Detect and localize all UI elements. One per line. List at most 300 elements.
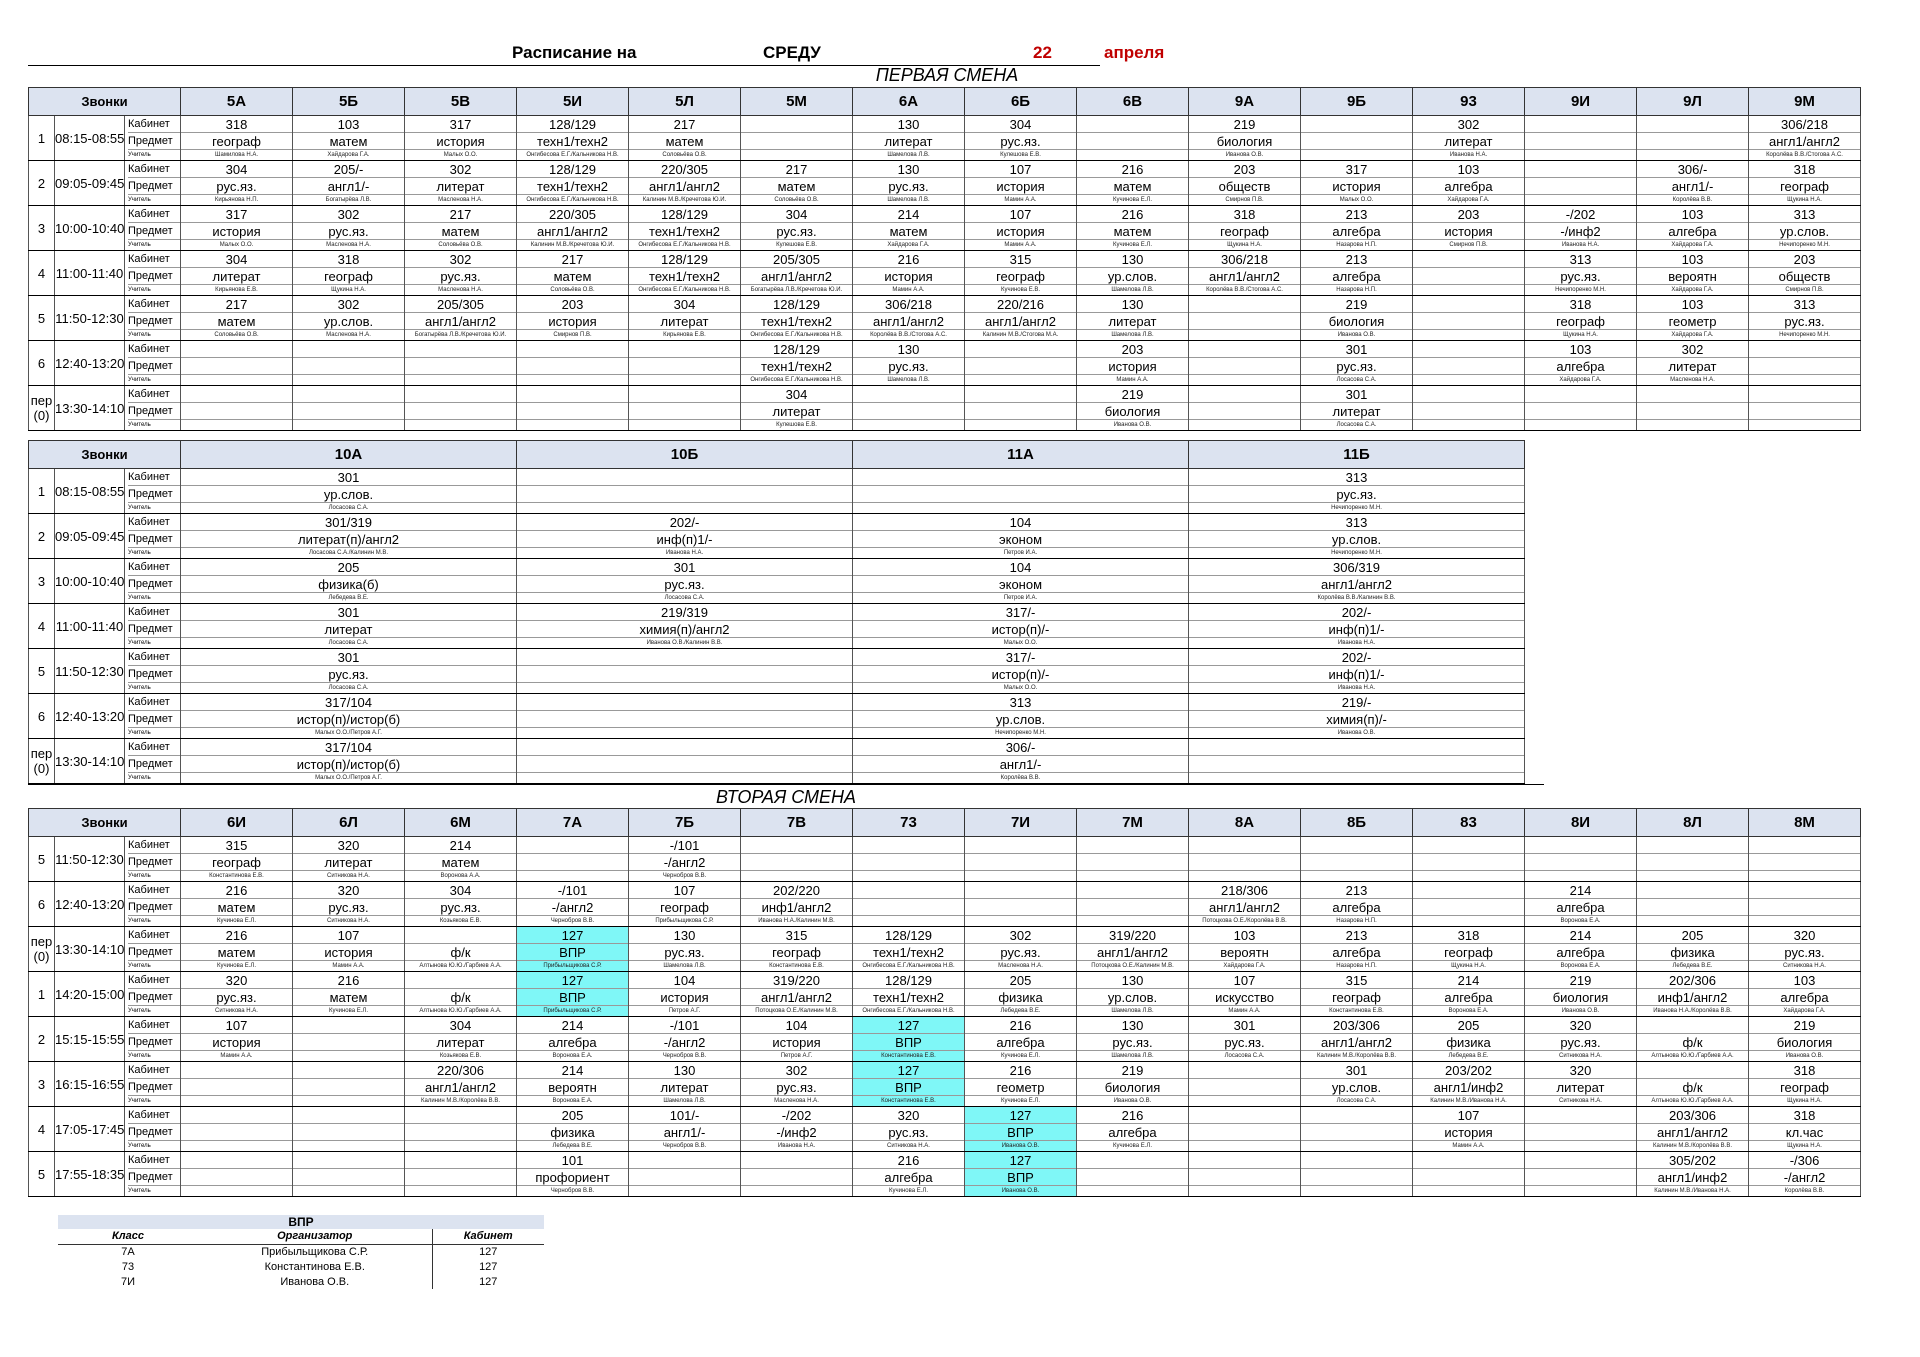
room-number: 315 [741, 927, 852, 944]
subject: инф1/англ2 [1637, 989, 1748, 1006]
lesson-cell [1077, 386, 1189, 431]
lesson-row [29, 1062, 1861, 1107]
room-number: 216 [293, 972, 404, 989]
lesson-cell [1749, 1017, 1861, 1062]
subject [1189, 756, 1524, 773]
subject: географ [1749, 1079, 1860, 1096]
lesson-cell [1301, 386, 1413, 431]
lesson-cell [1301, 1062, 1413, 1107]
lesson-time: 14:20-15:00 [55, 972, 125, 1017]
teacher: Калинин М.В./Стогова М.А. [982, 332, 1059, 338]
lesson-cell [1525, 206, 1637, 251]
class-header: 6В [1077, 88, 1189, 116]
subject: матем [517, 268, 628, 285]
lesson-cell [293, 1062, 405, 1107]
room-number: -/101 [629, 1017, 740, 1034]
room-number: 317/104 [181, 694, 516, 711]
lesson-cell [517, 694, 853, 739]
lesson-number: 3 [29, 559, 55, 604]
label-teacher: Учитель [128, 730, 151, 736]
room-number [405, 1152, 516, 1169]
room-number: 216 [1077, 161, 1188, 178]
subject: биология [1525, 989, 1636, 1006]
lesson-cell [853, 1107, 965, 1152]
teacher [1413, 285, 1524, 295]
subject [405, 1124, 516, 1141]
subject: литерат(п)/англ2 [181, 531, 516, 548]
room-number: 301 [181, 649, 516, 666]
teacher: Калинин М.В./Королёва В.В. [421, 1098, 501, 1104]
subject [517, 756, 852, 773]
subject: биология [1077, 403, 1188, 420]
lesson-cell [965, 386, 1077, 431]
subject: ур.слов. [1077, 989, 1188, 1006]
teacher: Назарова Н.П. [1336, 287, 1377, 293]
label-subject: Предмет [128, 1034, 180, 1051]
first-shift-table [28, 87, 1861, 431]
label-subject: Предмет [128, 989, 180, 1006]
room-number: 104 [853, 514, 1188, 531]
lesson-cell [853, 386, 965, 431]
subject: инф(п)1/- [1189, 621, 1524, 638]
room-number: -/101 [517, 882, 628, 899]
room-number [1077, 882, 1188, 899]
room-number: 127 [965, 1107, 1076, 1124]
lesson-cell [629, 837, 741, 882]
teacher: Иванова О.В. [1785, 1053, 1824, 1059]
subject: рус.яз. [181, 989, 292, 1006]
room-number: 103 [1189, 927, 1300, 944]
room-number: 103 [1637, 251, 1748, 268]
subject: англ1/англ2 [1189, 899, 1300, 916]
room-number: 217 [517, 251, 628, 268]
lesson-cell [1413, 1017, 1525, 1062]
subject [1077, 854, 1188, 871]
room-number [293, 341, 404, 358]
teacher [405, 1186, 516, 1196]
lesson-cell [1189, 649, 1525, 694]
teacher: Кучинова Е.В. [1000, 287, 1041, 293]
lesson-cell [1749, 386, 1861, 431]
lesson-cell [1189, 927, 1301, 972]
lesson-cell [517, 161, 629, 206]
lesson-cell [629, 206, 741, 251]
subject: техн1/техн2 [741, 313, 852, 330]
teacher: Иванова Н.А. [1449, 152, 1488, 158]
lesson-cell [1525, 341, 1637, 386]
lesson-cell [1749, 972, 1861, 1017]
lesson-cell [517, 206, 629, 251]
room-number: 128/129 [629, 206, 740, 223]
teacher [517, 375, 628, 385]
lesson-cell [1637, 1062, 1749, 1107]
subject: англ1/англ2 [1077, 944, 1188, 961]
lesson-time: 11:00-11:40 [55, 251, 125, 296]
teacher [1525, 871, 1636, 881]
lesson-cell [1525, 1152, 1637, 1197]
subject: техн1/техн2 [853, 944, 964, 961]
teacher: Шамелова Л.В. [1111, 287, 1154, 293]
room-number: 103 [1749, 972, 1860, 989]
vpr-header-organizer: Организатор [198, 1229, 432, 1244]
room-number: 214 [1413, 972, 1524, 989]
subject: рус.яз. [181, 178, 292, 195]
teacher: Лосасова С.А./Калинин М.В. [308, 550, 389, 556]
subject: история [1077, 358, 1188, 375]
teacher: Иванова О.В. [1337, 730, 1376, 736]
subject: матем [741, 178, 852, 195]
lesson-cell [1413, 1062, 1525, 1107]
room-number: 103 [1637, 206, 1748, 223]
lesson-cell [1525, 972, 1637, 1017]
lesson-time: 10:00-10:40 [55, 559, 125, 604]
subject: англ1/англ2 [1637, 1124, 1748, 1141]
teacher [517, 773, 852, 783]
teacher [1189, 1141, 1300, 1151]
room-number: 202/306 [1637, 972, 1748, 989]
subject: физика [1637, 944, 1748, 961]
lesson-cell [517, 251, 629, 296]
teacher: Иванова О.В. [1001, 1188, 1040, 1194]
room-number: 130 [853, 161, 964, 178]
lesson-cell [1525, 386, 1637, 431]
teacher: Иванова О.В. [1113, 1098, 1152, 1104]
shift2-title-text: ВТОРАЯ СМЕНА [715, 787, 857, 807]
schedule-header [28, 40, 1165, 68]
subject: ВПР [517, 944, 628, 961]
lesson-number: 5 [29, 296, 55, 341]
label-room: Кабинет [128, 161, 180, 178]
lesson-cell [1637, 206, 1749, 251]
teacher: Ситникова Н.А. [327, 918, 370, 924]
room-number [517, 649, 852, 666]
vpr-organizer: Константинова Е.В. [198, 1259, 432, 1274]
subject: рус.яз. [181, 666, 516, 683]
lesson-cell [1413, 206, 1525, 251]
subject: ф/к [1637, 1034, 1748, 1051]
lesson-cell [853, 514, 1189, 559]
second-shift-table [28, 808, 1861, 1197]
subject: -/инф2 [741, 1124, 852, 1141]
room-number: 127 [517, 972, 628, 989]
lesson-cell [1749, 341, 1861, 386]
class-header: 11А [853, 441, 1189, 469]
label-teacher: Учитель [128, 1143, 151, 1149]
subject: вероятн [1189, 944, 1300, 961]
lesson-time: 09:05-09:45 [55, 514, 125, 559]
lesson-row [29, 972, 1861, 1017]
room-number: 107 [629, 882, 740, 899]
teacher: Королёва В.В. [1672, 197, 1713, 203]
teacher [965, 916, 1076, 926]
teacher: Мамин А.А. [1116, 377, 1149, 383]
shift1-title-text: ПЕРВАЯ СМЕНА [875, 65, 1019, 85]
room-number [405, 386, 516, 403]
subject: рус.яз. [293, 223, 404, 240]
teacher: Кучинова Е.Л. [329, 1008, 369, 1014]
teacher: Шамелова Л.В. [663, 1098, 706, 1104]
teacher: Малых О.О. [443, 152, 478, 158]
teacher: Алтынова Ю.Ю./Гарбиев А.А. [419, 1008, 502, 1014]
subject: матем [181, 899, 292, 916]
lesson-cell [629, 341, 741, 386]
lesson-cell [1077, 1152, 1189, 1197]
lesson-cell [181, 1152, 293, 1197]
lesson-cell [517, 927, 629, 972]
teacher: Лебедева В.Е. [552, 1143, 593, 1149]
room-number: 302 [405, 161, 516, 178]
label-room: Кабинет [128, 116, 180, 133]
subject: рус.яз. [1525, 268, 1636, 285]
subject: инф(п)1/- [1189, 666, 1524, 683]
label-teacher: Учитель [128, 685, 151, 691]
row-labels [125, 469, 181, 514]
first-shift-senior-table [28, 440, 1525, 784]
lesson-cell [181, 206, 293, 251]
teacher: Онгибесова Е.Г./Кальникова Н.В. [750, 377, 843, 383]
room-number: 304 [405, 1017, 516, 1034]
room-number: 318 [1525, 296, 1636, 313]
subject: инф(п)1/- [517, 531, 852, 548]
subject [517, 711, 852, 728]
room-number: 128/129 [853, 972, 964, 989]
lesson-number: 6 [29, 341, 55, 386]
lesson-cell [853, 649, 1189, 694]
teacher: Хайдарова Г.А. [1671, 287, 1714, 293]
room-number: 306/218 [853, 296, 964, 313]
lesson-cell [965, 116, 1077, 161]
subject: история [181, 1034, 292, 1051]
room-number [181, 1107, 292, 1124]
lesson-cell [181, 341, 293, 386]
room-number: 205 [965, 972, 1076, 989]
class-header: 8Б [1301, 809, 1413, 837]
teacher: Кучинова Е.Л. [217, 918, 257, 924]
lesson-cell [741, 882, 853, 927]
room-number: 104 [853, 559, 1188, 576]
teacher: Чернобров В.В. [662, 1143, 707, 1149]
lesson-number: 1 [29, 972, 55, 1017]
subject: техн1/техн2 [629, 268, 740, 285]
lesson-time: 13:30-14:10 [55, 386, 125, 431]
subject: рус.яз. [965, 133, 1076, 150]
subject: история [965, 223, 1076, 240]
teacher: Алтынова Ю.Ю./Гарбиев А.А. [1651, 1098, 1734, 1104]
room-number [1413, 341, 1524, 358]
teacher: Королёва В.В./Калинин В.В. [1317, 595, 1396, 601]
room-number [1189, 1062, 1300, 1079]
subject: географ [1749, 178, 1860, 195]
teacher: Калинин М.В./Кречетова Ю.И. [530, 242, 615, 248]
teacher: Щукина Н.А. [331, 287, 366, 293]
room-number [1189, 341, 1300, 358]
room-number [629, 386, 740, 403]
subject: литерат [853, 133, 964, 150]
teacher: Онгибесова Е.Г./Кальникова Н.В. [526, 197, 619, 203]
lesson-cell [853, 694, 1189, 739]
room-number: 203 [1749, 251, 1860, 268]
lesson-cell [853, 469, 1189, 514]
teacher: Иванова О.В. [1001, 1143, 1040, 1149]
subject: матем [853, 223, 964, 240]
teacher: Петров И.А. [1003, 595, 1038, 601]
lesson-cell [1413, 251, 1525, 296]
label-teacher: Учитель [128, 1098, 151, 1104]
lesson-number: 5 [29, 837, 55, 882]
subject: литерат [1525, 1079, 1636, 1096]
subject: истор(п)/истор(б) [181, 756, 516, 773]
lesson-cell [517, 1107, 629, 1152]
lesson-time: 11:50-12:30 [55, 649, 125, 694]
teacher: Богатырёва Л.В. [325, 197, 372, 203]
room-number: 302 [1413, 116, 1524, 133]
room-number: 205 [517, 1107, 628, 1124]
lesson-cell [1301, 116, 1413, 161]
lesson-cell [629, 1017, 741, 1062]
room-number: 202/- [1189, 649, 1524, 666]
room-number [293, 1107, 404, 1124]
room-number: 313 [1749, 206, 1860, 223]
lesson-cell [405, 837, 517, 882]
label-subject: Предмет [128, 486, 180, 503]
lesson-cell [1077, 116, 1189, 161]
label-teacher: Учитель [128, 197, 151, 203]
subject: физика [1413, 1034, 1524, 1051]
row-labels [125, 386, 181, 431]
teacher: Лебедева В.Е. [1000, 1008, 1041, 1014]
lesson-number: пер (0) [29, 739, 55, 784]
lesson-cell [629, 251, 741, 296]
room-number: 318 [1749, 1062, 1860, 1079]
subject [1637, 854, 1748, 871]
lesson-cell [293, 206, 405, 251]
teacher: Богатырёва Л.В./Кречетова Ю.И. [414, 332, 507, 338]
lesson-cell [853, 1152, 965, 1197]
lesson-cell [853, 559, 1189, 604]
header-row [29, 441, 1525, 469]
room-number [1189, 837, 1300, 854]
teacher: Воронова А.А. [440, 873, 481, 879]
room-number [1413, 296, 1524, 313]
lesson-cell [629, 882, 741, 927]
label-room: Кабинет [128, 649, 180, 666]
teacher: Константинова Е.В. [769, 963, 824, 969]
teacher: Кирьянова Е.В. [215, 287, 258, 293]
room-number: 320 [293, 837, 404, 854]
subject: рус.яз. [853, 358, 964, 375]
teacher [1525, 1141, 1636, 1151]
lesson-cell [1189, 1152, 1301, 1197]
subject: литерат [1413, 133, 1524, 150]
lesson-cell [1301, 972, 1413, 1017]
room-number: 301 [1301, 1062, 1412, 1079]
teacher [1189, 375, 1300, 385]
lesson-cell [293, 972, 405, 1017]
subject: англ1/англ2 [1189, 576, 1524, 593]
room-number [1077, 116, 1188, 133]
teacher [1525, 420, 1636, 430]
class-header: 6Л [293, 809, 405, 837]
teacher: Кучинова Е.Л. [889, 1188, 929, 1194]
room-number: -/202 [741, 1107, 852, 1124]
lesson-cell [965, 1152, 1077, 1197]
room-number: 216 [1077, 206, 1188, 223]
subject [181, 1169, 292, 1186]
class-header: 8И [1525, 809, 1637, 837]
label-room: Кабинет [128, 604, 180, 621]
lesson-cell [1189, 206, 1301, 251]
lesson-time: 10:00-10:40 [55, 206, 125, 251]
teacher: Хайдарова Г.А. [327, 152, 370, 158]
teacher: Соловьёва О.В. [774, 197, 819, 203]
room-number: 103 [293, 116, 404, 133]
room-number [1413, 386, 1524, 403]
class-header: 93 [1413, 88, 1525, 116]
lesson-cell [853, 206, 965, 251]
teacher: Кучинова Е.Л. [1001, 1053, 1041, 1059]
room-number [1749, 837, 1860, 854]
row-labels [125, 882, 181, 927]
teacher: Шамелова Л.В. [887, 197, 930, 203]
subject [1525, 1124, 1636, 1141]
label-subject: Предмет [128, 1124, 180, 1141]
class-header: 7А [517, 809, 629, 837]
subject: англ1/- [853, 756, 1188, 773]
teacher: Щукина Н.А. [1227, 242, 1262, 248]
row-labels [125, 341, 181, 386]
lesson-cell [293, 1152, 405, 1197]
lesson-time: 11:50-12:30 [55, 296, 125, 341]
teacher: Иванова О.В./Калинин В.В. [646, 640, 723, 646]
room-number: 315 [965, 251, 1076, 268]
lesson-cell [1301, 206, 1413, 251]
lesson-cell [1301, 837, 1413, 882]
teacher: Масленова Н.А. [326, 332, 371, 338]
subject [517, 486, 852, 503]
lesson-cell [1189, 296, 1301, 341]
room-number: 302 [405, 251, 516, 268]
subject: рус.яз. [629, 944, 740, 961]
subject [1077, 1169, 1188, 1186]
room-number: 101/- [629, 1107, 740, 1124]
class-header: 9И [1525, 88, 1637, 116]
subject: ф/к [1637, 1079, 1748, 1096]
teacher: Королёва В.В./Стогова А.С. [1766, 152, 1843, 158]
subject [1189, 358, 1300, 375]
teacher: Кирьянова Е.В. [663, 332, 706, 338]
lesson-cell [181, 739, 517, 784]
room-number: 317/- [853, 604, 1188, 621]
subject: ур.слов. [293, 313, 404, 330]
teacher [1525, 150, 1636, 160]
subject: алгебра [1525, 358, 1636, 375]
teacher [1637, 871, 1748, 881]
teacher [1525, 1186, 1636, 1196]
lesson-cell [1525, 927, 1637, 972]
lesson-row [29, 514, 1525, 559]
room-number [741, 837, 852, 854]
room-number: 205 [1413, 1017, 1524, 1034]
lesson-cell [1077, 1062, 1189, 1107]
subject: рус.яз. [405, 268, 516, 285]
lesson-cell [1413, 161, 1525, 206]
teacher: Прибыльщикова С.Р. [655, 918, 714, 924]
teacher: Алтынова Ю.Ю./Гарбиев А.А. [1651, 1053, 1734, 1059]
teacher [1301, 1141, 1412, 1151]
subject: рус.яз. [1189, 486, 1524, 503]
teacher: Константинова Е.В. [209, 873, 264, 879]
subject [405, 358, 516, 375]
